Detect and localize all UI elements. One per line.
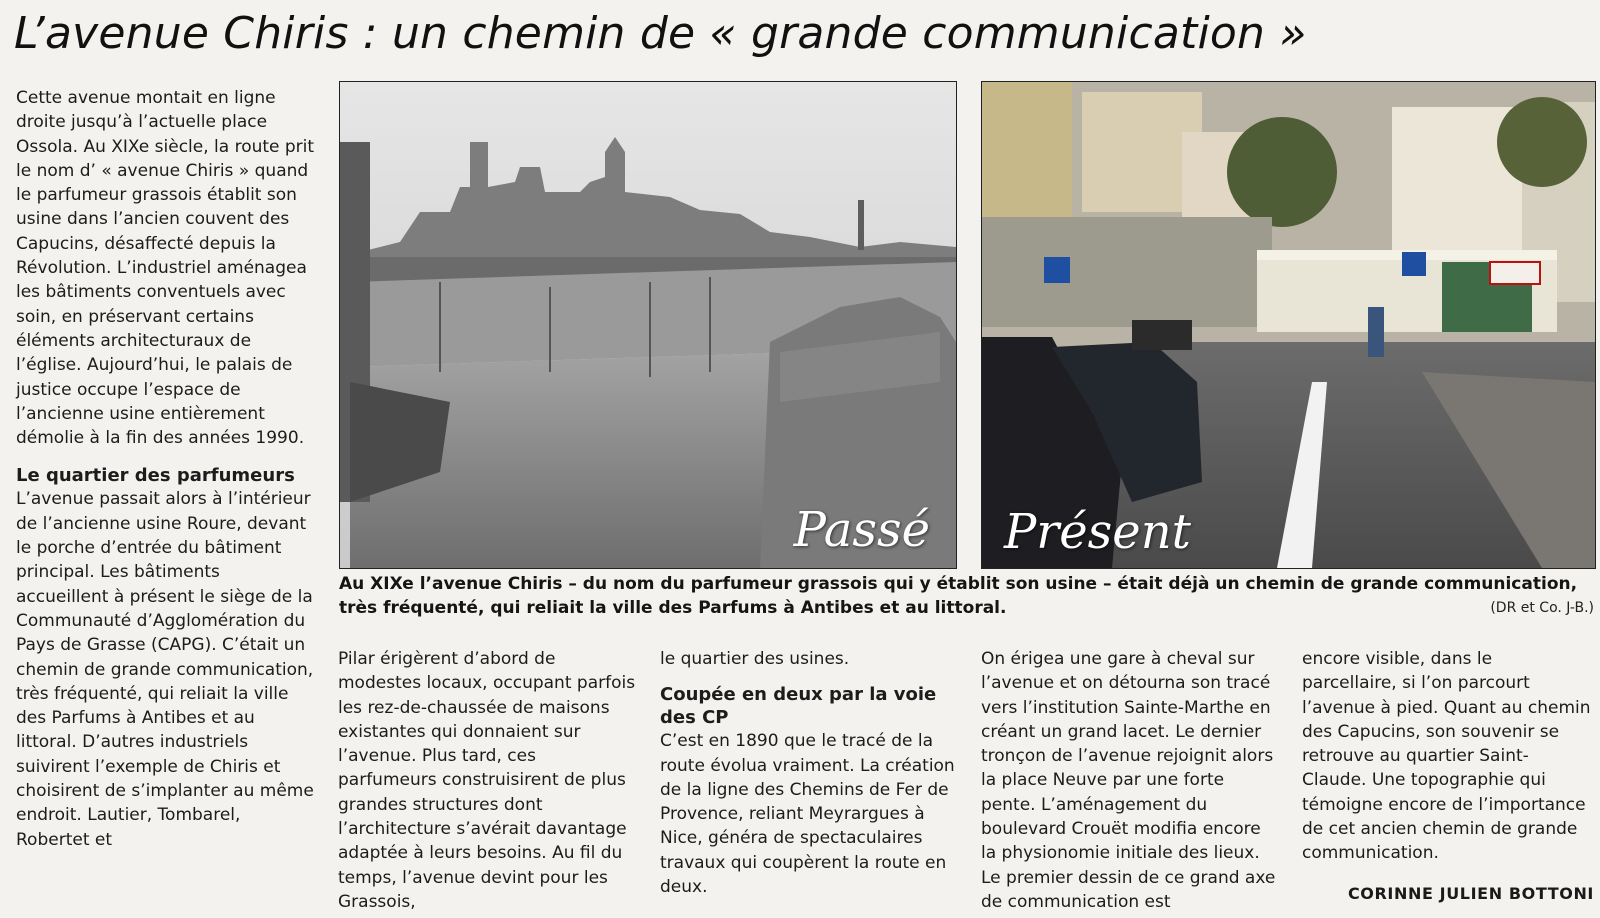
column-4 <box>981 647 1281 914</box>
intro-paragraph: Cette avenue montait en ligne droite jusqu’à l’actuelle place Ossola. Au XIXe siècle, la route prit le nom d’ « avenue Chiris » quand le parfumeur grassois établit son usine dans l’ancien couvent des Capucins, désaffecté depuis la Révolution. L’industriel aménagea les bâtiments conventuels avec soin, en préservant certains éléments architecturaux de l’église. Aujourd’hui, le palais de justice occupe l’espace de l’ancienne usine entièrement démolie à la fin des années 1990. <box>16 88 315 449</box>
headline: L’avenue Chiris : un chemin de « grande communication » <box>14 8 1307 59</box>
column-1 <box>16 86 316 852</box>
photo-past <box>339 81 957 569</box>
present-photo-image <box>982 82 1595 568</box>
column-5 <box>1302 647 1592 866</box>
body-paragraph: L’avenue passait alors à l’intérieur de l’ancienne usine Roure, devant le porche d’entrée du bâtiment principal. Les bâtiments accueillent à présent le siège de la Communauté d’Agglomération du Pays de Grasse (CAPG). C’était un chemin de grande communication, très fréquenté, qui reliait la ville des Parfums à Antibes et au littoral. D’autres industriels suivirent l’exemple de Chiris et choisirent de s’implanter au même endroit. Lautier, Tombarel, Robertet et <box>16 489 314 850</box>
column-3-lead: le quartier des usines. <box>660 649 850 669</box>
column-2 <box>338 647 636 914</box>
subhead-coupee: Coupée en deux par la voie des CP <box>660 684 937 729</box>
past-photo-image <box>340 82 956 568</box>
photo-credit: (DR et Co. J-B.) <box>1490 600 1594 616</box>
column-5-paragraph: encore visible, dans le parcellaire, si l’on parcourt l’avenue à pied. Quant au chemin des Capucins, son souvenir se retrouve au quartier Saint-Claude. Une topographie qui témoigne encore de l’importance de cet ancien chemin de grande communication. <box>1302 649 1591 864</box>
column-4-paragraph: On érigea une gare à cheval sur l’avenue et on détourna son tracé vers l’institution Sainte-Marthe en créant un grand lacet. Le dernier tronçon de l’avenue rejoignit alors la place Neuve par une forte pente. L’aménagement du boulevard Crouët modifia encore la physionomie initiale des lieux. Le premier dessin de ce grand axe de communication est <box>981 649 1276 912</box>
column-3-paragraph: C’est en 1890 que le tracé de la route évolua vraiment. La création de la ligne des Chemins de Fer de Provence, reliant Meyrargues à Nice, généra de spectaculaires travaux qui coupèrent la route en deux. <box>660 731 955 898</box>
column-2-paragraph: Pilar érigèrent d’abord de modestes locaux, occupant parfois les rez-de-chaussée de maisons existantes qui donnaient sur l’avenue. Plus tard, ces parfumeurs construisirent de plus grandes structures dont l’architecture s’avérait davantage adaptée à leurs besoins. Au fil du temps, l’avenue devint pour les Grassois, <box>338 649 636 912</box>
subhead-parfumeurs: Le quartier des parfumeurs <box>16 465 295 487</box>
column-3 <box>660 647 960 899</box>
byline: CORINNE JULIEN BOTTONI <box>1347 884 1594 903</box>
photo-caption: Au XIXe l’avenue Chiris – du nom du parfumeur grassois qui y établit son usine – était déjà un chemin de grande communication, très fréquenté, qui reliait la ville des Parfums à Antibes et au littoral. <box>339 574 1578 618</box>
present-label: Présent <box>1004 504 1191 560</box>
photo-present <box>981 81 1596 569</box>
past-label: Passé <box>793 502 930 558</box>
